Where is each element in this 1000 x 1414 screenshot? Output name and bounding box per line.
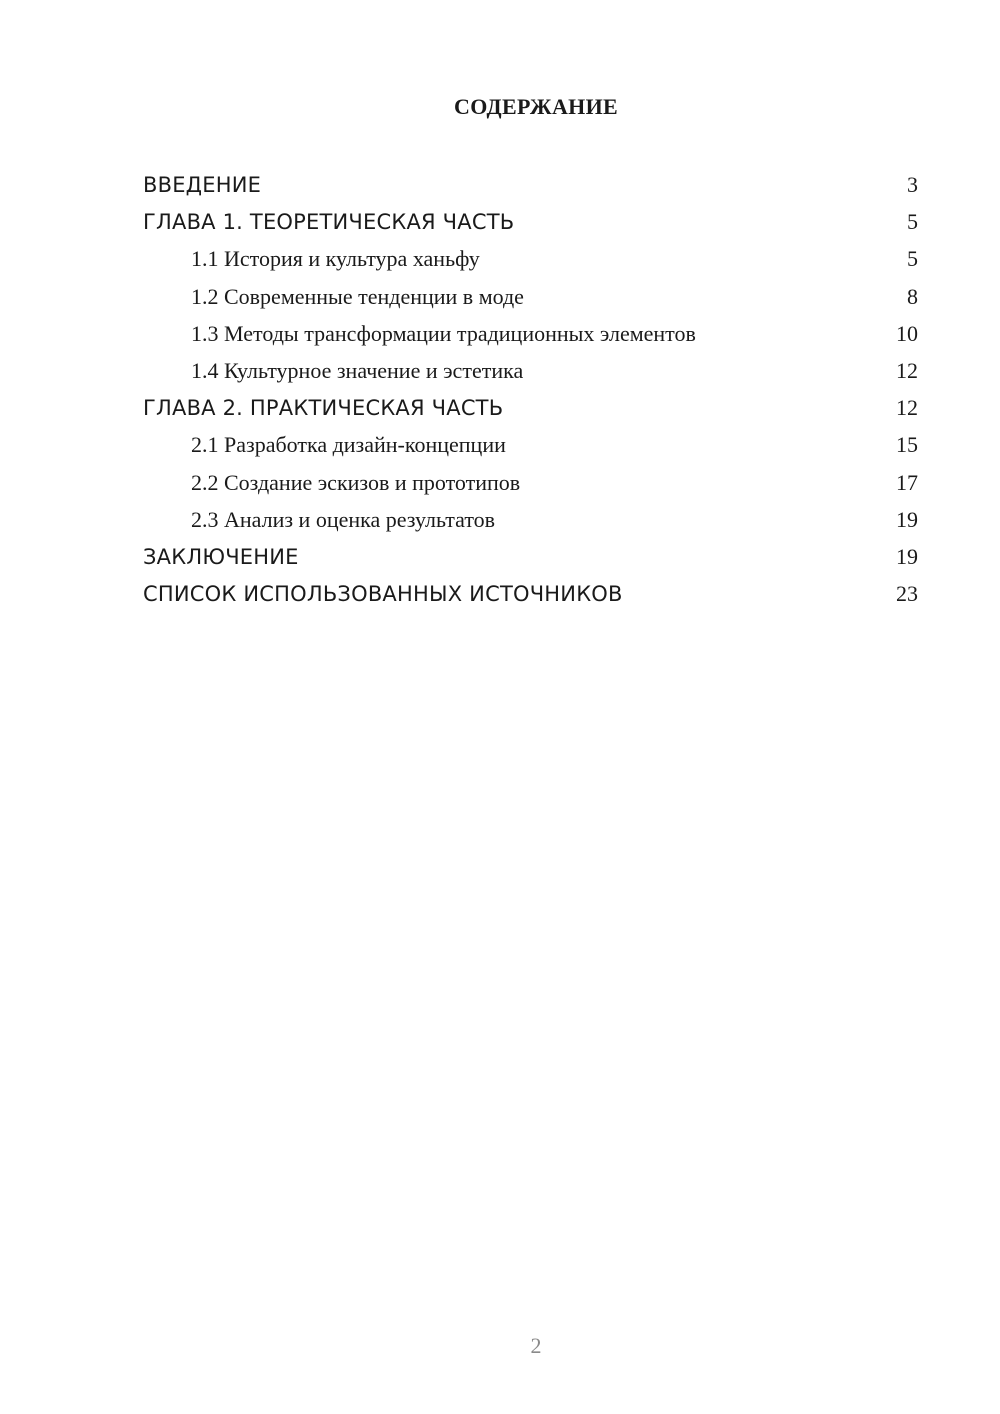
page-number: 2	[530, 1333, 542, 1358]
toc-entry-label: 2.1 Разработка дизайн-концепции	[191, 432, 506, 458]
toc-entry-label: ГЛАВА 2. ПРАКТИЧЕСКАЯ ЧАСТЬ	[143, 396, 504, 421]
toc-entry-label: ВВЕДЕНИЕ	[143, 173, 262, 197]
toc-entry	[143, 352, 918, 389]
toc-entry	[143, 538, 918, 575]
toc-entry-label: 2.2 Создание эскизов и прототипов	[191, 469, 521, 495]
toc-entry-page: 10	[896, 320, 918, 346]
toc-entry	[143, 501, 918, 538]
table-of-contents	[143, 166, 918, 612]
toc-entry	[143, 240, 918, 277]
toc-entry	[143, 315, 918, 352]
toc-entry-label: ГЛАВА 1. ТЕОРЕТИЧЕСКАЯ ЧАСТЬ	[143, 210, 515, 235]
toc-entry	[143, 575, 918, 612]
toc-entry-page: 19	[896, 543, 918, 569]
toc-entry-page: 5	[907, 246, 918, 272]
toc-entry	[143, 389, 918, 426]
toc-entry	[143, 426, 918, 463]
toc-entry-page: 19	[896, 506, 918, 532]
toc-entry-label: ЗАКЛЮЧЕНИЕ	[143, 544, 299, 569]
toc-entry-page: 23	[896, 581, 918, 607]
toc-entry-label: 1.1 История и культура ханьфу	[191, 246, 480, 272]
toc-entry-label: СПИСОК ИСПОЛЬЗОВАННЫХ ИСТОЧНИКОВ	[143, 582, 623, 607]
toc-entry-page: 8	[907, 283, 918, 309]
toc-entry-page: 5	[907, 209, 918, 235]
toc-entry-page: 12	[896, 395, 918, 421]
toc-title: СОДЕРЖАНИЕ	[454, 94, 618, 119]
toc-entry-label: 1.4 Культурное значение и эстетика	[191, 357, 524, 383]
toc-entry-label: 1.3 Методы трансформации традиционных элементов	[191, 320, 696, 346]
toc-entry	[143, 203, 918, 240]
toc-entry-page: 17	[896, 469, 918, 495]
toc-entry-page: 3	[907, 172, 918, 197]
toc-entry	[143, 278, 918, 315]
toc-entry-label: 2.3 Анализ и оценка результатов	[191, 506, 496, 532]
toc-entry	[143, 464, 918, 501]
toc-entry-page: 15	[896, 432, 918, 458]
toc-entry-label: 1.2 Современные тенденции в моде	[191, 283, 524, 309]
toc-entry	[143, 166, 918, 203]
toc-entry-page: 12	[896, 357, 918, 383]
